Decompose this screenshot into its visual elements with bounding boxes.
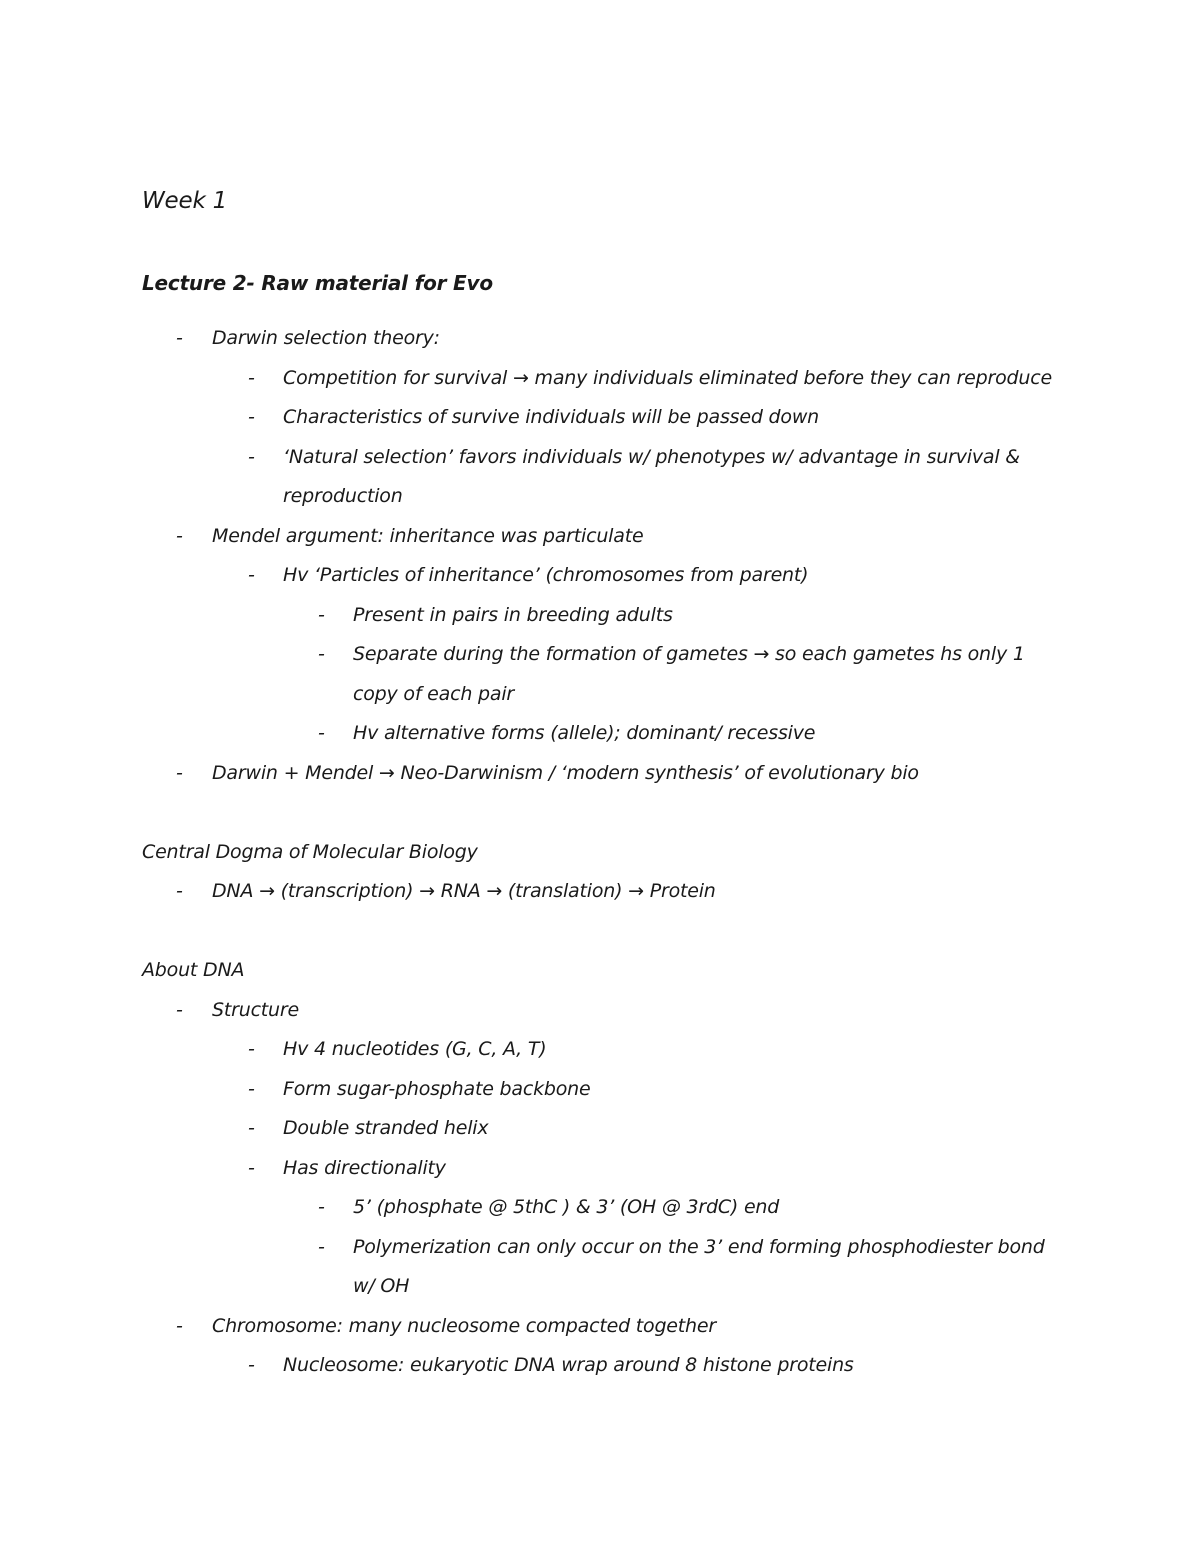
note-line: Mendel argument: inheritance was particulate — [212, 525, 644, 547]
bullet-dash: - — [248, 1157, 255, 1179]
bullet-dash: - — [248, 1078, 255, 1100]
note-line: Form sugar-phosphate backbone — [283, 1078, 591, 1100]
bullet-dash: - — [248, 1038, 255, 1060]
bullet-dash: - — [248, 367, 255, 389]
bullet-dash: - — [318, 1236, 325, 1258]
bullet-dash: - — [248, 1117, 255, 1139]
lecture-title: Lecture 2- Raw material for Evo — [142, 271, 493, 295]
note-line: Hv ‘Particles of inheritance’ (chromosomes from parent) — [283, 564, 809, 586]
note-line: Nucleosome: eukaryotic DNA wrap around 8 histone proteins — [283, 1354, 854, 1376]
bullet-dash: - — [318, 643, 325, 665]
bullet-dash: - — [248, 406, 255, 428]
note-line: DNA → (transcription) → RNA → (translation) → Protein — [212, 880, 716, 902]
note-line: 5’ (phosphate @ 5thC ) & 3’ (OH @ 3rdC) end — [353, 1196, 780, 1218]
bullet-dash: - — [176, 999, 183, 1021]
bullet-dash: - — [248, 564, 255, 586]
bullet-dash: - — [248, 446, 255, 468]
note-line: Present in pairs in breeding adults — [353, 604, 673, 626]
bullet-dash: - — [176, 525, 183, 547]
note-line: Structure — [212, 999, 300, 1021]
bullet-dash: - — [318, 1196, 325, 1218]
section-heading: About DNA — [142, 959, 245, 981]
note-line-continuation: w/ OH — [353, 1275, 410, 1297]
note-line: Hv alternative forms (allele); dominant/ recessive — [353, 722, 816, 744]
note-line: Has directionality — [283, 1157, 446, 1179]
note-line: Separate during the formation of gametes → so each gametes hs only 1 — [353, 643, 1025, 665]
note-line: Polymerization can only occur on the 3’ end forming phosphodiester bond — [353, 1236, 1045, 1258]
note-line: Double stranded helix — [283, 1117, 489, 1139]
note-line: Hv 4 nucleotides (G, C, A, T) — [283, 1038, 547, 1060]
note-line-continuation: copy of each pair — [353, 683, 515, 705]
note-line: Competition for survival → many individuals eliminated before they can reproduce — [283, 367, 1052, 389]
bullet-dash: - — [176, 880, 183, 902]
week-title: Week 1 — [142, 188, 228, 214]
bullet-dash: - — [248, 1354, 255, 1376]
section-heading: Central Dogma of Molecular Biology — [142, 841, 478, 863]
note-line-continuation: reproduction — [283, 485, 403, 507]
note-line: Characteristics of survive individuals will be passed down — [283, 406, 820, 428]
note-line: ‘Natural selection’ favors individuals w/ phenotypes w/ advantage in survival & — [283, 446, 1020, 468]
bullet-dash: - — [318, 722, 325, 744]
bullet-dash: - — [318, 604, 325, 626]
bullet-dash: - — [176, 327, 183, 349]
note-line: Chromosome: many nucleosome compacted together — [212, 1315, 716, 1337]
bullet-dash: - — [176, 762, 183, 784]
note-line: Darwin + Mendel → Neo-Darwinism / ‘modern synthesis’ of evolutionary bio — [212, 762, 919, 784]
bullet-dash: - — [176, 1315, 183, 1337]
note-line: Darwin selection theory: — [212, 327, 440, 349]
